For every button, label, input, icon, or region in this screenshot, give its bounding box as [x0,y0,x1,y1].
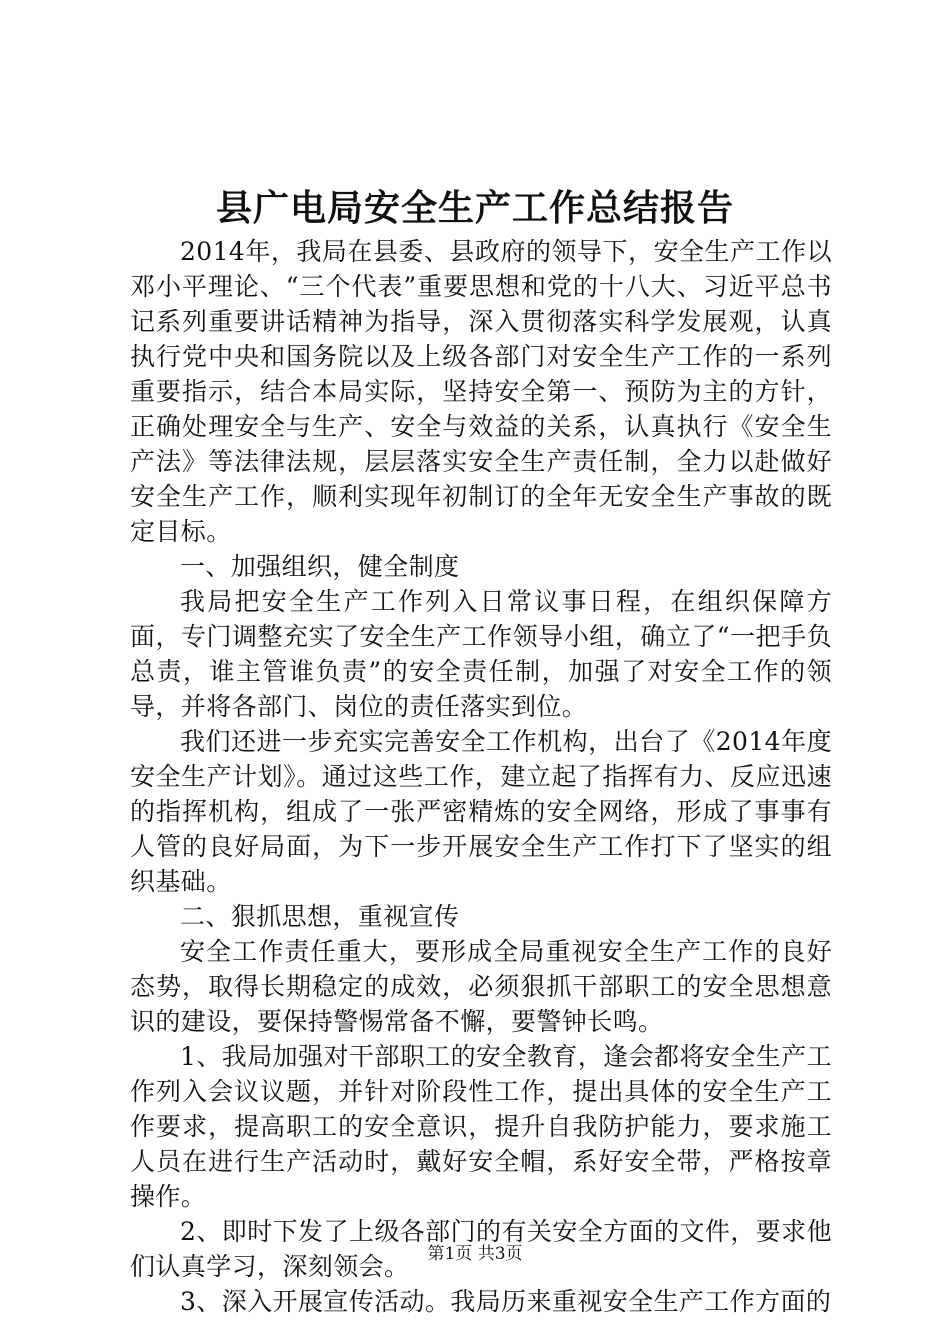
list-item-2: 2、即时下发了上级各部门的有关安全方面的文件，要求他们认真学习，深刻领会。 [130,1217,832,1281]
page-number-footer: 第1页 共3页 [427,1244,523,1264]
document-title: 县广电局安全生产工作总结报告 [215,187,734,229]
intro-paragraph: 2014年，我局在县委、县政府的领导下，安全生产工作以邓小平理论、“三个代表”重要思想和党的十八大、习近平总书记系列重要讲话精神为指导，深入贯彻落实科学发展观，认真执行党中央和国务院以及上级各部门对安全生产工作的一系列重要指示，结合本局实际，坚持安全第一、预防为主的方针，正确处理安全与生产、安全与效益的关系，认真执行《安全生产法》等法律法规，层层落实安全生产责任制，全力以赴做好安全生产工作，顺利实现年初制订的全年无安全生产事故的既定目标。 [130,237,832,546]
section-1-paragraph-2: 我们还进一步充实完善安全工作机构，出台了《2014年度安全生产计划》。通过这些工作，建立起了指挥有力、反应迅速的指挥机构，组成了一张严密精炼的安全网络，形成了事事有人管的良好局面，为下一步开展安全生产工作打下了坚实的组织基础。 [130,727,832,896]
section-2-paragraph-1: 安全工作责任重大，要形成全局重视安全生产工作的良好态势，取得长期稳定的成效，必须狠抓干部职工的安全思想意识的建设，要保持警惕常备不懈，要警钟长鸣。 [130,937,832,1036]
document-body [130,234,832,1319]
list-item-3: 3、深入开展宣传活动。我局历来重视安全生产工作方面的 [180,1287,832,1316]
section-heading-1: 一、加强组织，健全制度 [180,552,460,581]
section-heading-2: 二、狠抓思想，重视宣传 [180,902,460,931]
list-item-1: 1、我局加强对干部职工的安全教育，逢会都将安全生产工作列入会议议题，并针对阶段性工作，提出具体的安全生产工作要求，提高职工的安全意识，提升自我防护能力，要求施工人员在进行生产活动时，戴好安全帽，系好安全带，严格按章操作。 [130,1042,832,1211]
section-1-paragraph-1: 我局把安全生产工作列入日常议事日程，在组织保障方面，专门调整充实了安全生产工作领导小组，确立了“一把手负总责，谁主管谁负责”的安全责任制，加强了对安全工作的领导，并将各部门、岗位的责任落实到位。 [130,587,832,721]
